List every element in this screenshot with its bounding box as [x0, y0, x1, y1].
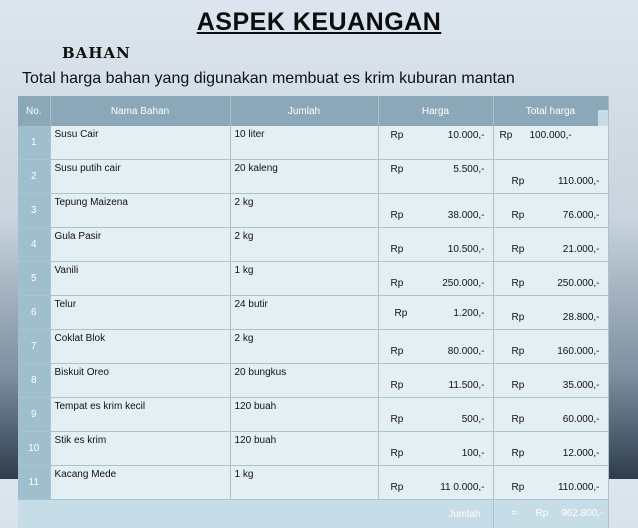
price-currency: Rp — [391, 210, 404, 221]
table-row — [18, 228, 608, 262]
item-total: 110.000,- — [558, 176, 600, 187]
price-currency: Rp — [391, 130, 404, 141]
table-header-row — [18, 96, 608, 126]
item-name: Biskuit Oreo — [50, 364, 230, 398]
item-name: Coklat Blok — [50, 330, 230, 364]
item-price-cell — [378, 432, 493, 466]
item-price: 11 0.000,- — [440, 482, 484, 493]
item-total: 28.800,- — [563, 312, 600, 323]
total-currency: Rp — [512, 414, 525, 425]
cost-table — [18, 96, 609, 528]
item-total-cell — [493, 160, 608, 194]
item-total-cell — [493, 228, 608, 262]
row-number: 8 — [18, 364, 50, 398]
table-row — [18, 194, 608, 228]
table-row — [18, 126, 608, 160]
price-currency: Rp — [391, 278, 404, 289]
item-price: 10.000,- — [448, 130, 485, 141]
section-subtitle: BAHAN — [62, 44, 131, 62]
item-quantity: 20 kaleng — [230, 160, 378, 194]
column-header-no: No. — [18, 96, 50, 126]
column-header-jumlah: Jumlah — [230, 96, 378, 126]
item-total: 250.000,- — [557, 278, 599, 289]
row-number: 3 — [18, 194, 50, 228]
item-total-cell — [493, 126, 608, 160]
item-total-cell — [493, 262, 608, 296]
item-name: Tepung Maizena — [50, 194, 230, 228]
row-number: 11 — [18, 466, 50, 500]
item-price-cell — [378, 262, 493, 296]
price-currency: Rp — [391, 346, 404, 357]
item-total: 35.000,- — [563, 380, 600, 391]
item-total: 12.000,- — [563, 448, 600, 459]
row-number: 10 — [18, 432, 50, 466]
item-price: 80.000,- — [448, 346, 485, 357]
item-price: 10.500,- — [448, 244, 485, 255]
total-currency: Rp — [512, 244, 525, 255]
item-price-cell — [378, 466, 493, 500]
price-currency: Rp — [391, 244, 404, 255]
price-currency: Rp — [395, 308, 408, 319]
item-price: 1.200,- — [453, 308, 484, 319]
item-total: 160.000,- — [557, 346, 599, 357]
column-header-nama-bahan: Nama Bahan — [50, 96, 230, 126]
item-name: Kacang Mede — [50, 466, 230, 500]
cost-table-container — [18, 96, 608, 460]
item-quantity: 120 buah — [230, 432, 378, 466]
item-total-cell — [493, 466, 608, 500]
table-row — [18, 330, 608, 364]
total-currency: Rp — [512, 346, 525, 357]
item-total-cell — [493, 364, 608, 398]
item-quantity: 1 kg — [230, 262, 378, 296]
table-row — [18, 160, 608, 194]
item-price-cell — [378, 296, 493, 330]
item-price: 500,- — [462, 414, 485, 425]
row-number: 5 — [18, 262, 50, 296]
item-quantity: 24 butir — [230, 296, 378, 330]
item-quantity: 1 kg — [230, 466, 378, 500]
total-currency: Rp — [512, 312, 525, 323]
row-number: 9 — [18, 398, 50, 432]
total-currency: Rp — [512, 448, 525, 459]
item-name: Gula Pasir — [50, 228, 230, 262]
item-name: Susu putih cair — [50, 160, 230, 194]
item-total-cell — [493, 330, 608, 364]
item-price-cell — [378, 126, 493, 160]
price-currency: Rp — [391, 380, 404, 391]
price-currency: Rp — [391, 482, 404, 493]
item-price: 100,- — [462, 448, 485, 459]
item-total-cell — [493, 398, 608, 432]
item-quantity: 2 kg — [230, 330, 378, 364]
price-currency: Rp — [391, 414, 404, 425]
item-price-cell — [378, 194, 493, 228]
item-quantity: 10 liter — [230, 126, 378, 160]
row-number: 7 — [18, 330, 50, 364]
item-name: Susu Cair — [50, 126, 230, 160]
table-caption: Total harga bahan yang digunakan membuat es krim kuburan mantan — [22, 70, 515, 88]
item-name: Stik es krim — [50, 432, 230, 466]
total-currency: Rp — [512, 278, 525, 289]
item-total: 100.000,- — [530, 130, 572, 141]
footer-label: Jumlah — [18, 500, 493, 528]
table-row — [18, 432, 608, 466]
item-total: 21.000,- — [563, 244, 600, 255]
item-total: 110.000,- — [558, 482, 600, 493]
item-price-cell — [378, 398, 493, 432]
total-currency: Rp — [512, 210, 525, 221]
footer-total-cell — [493, 500, 608, 528]
item-total-cell — [493, 194, 608, 228]
table-footer-row — [18, 500, 608, 528]
item-total: 76.000,- — [563, 210, 600, 221]
column-header-total-harga: Total harga — [493, 96, 608, 126]
item-total-cell — [493, 432, 608, 466]
table-row — [18, 398, 608, 432]
footer-currency: Rp — [536, 508, 549, 519]
item-price: 5.500,- — [453, 164, 484, 175]
table-row — [18, 296, 608, 330]
footer-total-value: 962.800,- — [561, 508, 603, 519]
total-currency: Rp — [512, 482, 525, 493]
price-currency: Rp — [391, 164, 404, 175]
item-price: 38.000,- — [448, 210, 485, 221]
price-currency: Rp — [391, 448, 404, 459]
item-total: 60.000,- — [563, 414, 600, 425]
item-price-cell — [378, 228, 493, 262]
header-corner-block — [598, 110, 608, 126]
item-quantity: 120 buah — [230, 398, 378, 432]
total-currency: Rp — [512, 380, 525, 391]
footer-equals: = — [512, 508, 518, 519]
row-number: 4 — [18, 228, 50, 262]
item-total-cell — [493, 296, 608, 330]
table-row — [18, 466, 608, 500]
row-number: 2 — [18, 160, 50, 194]
table-row — [18, 262, 608, 296]
table-row — [18, 364, 608, 398]
item-name: Telur — [50, 296, 230, 330]
slide-title: ASPEK KEUANGAN — [0, 8, 638, 37]
item-quantity: 2 kg — [230, 228, 378, 262]
item-price-cell — [378, 330, 493, 364]
item-price-cell — [378, 364, 493, 398]
item-quantity: 2 kg — [230, 194, 378, 228]
row-number: 1 — [18, 126, 50, 160]
total-currency: Rp — [512, 176, 525, 187]
item-price: 11.500,- — [449, 380, 485, 391]
item-quantity: 20 bungkus — [230, 364, 378, 398]
item-name: Tempat es krim kecil — [50, 398, 230, 432]
column-header-harga: Harga — [378, 96, 493, 126]
item-price-cell — [378, 160, 493, 194]
item-name: Vanili — [50, 262, 230, 296]
row-number: 6 — [18, 296, 50, 330]
item-price: 250.000,- — [442, 278, 484, 289]
total-currency: Rp — [500, 130, 513, 141]
